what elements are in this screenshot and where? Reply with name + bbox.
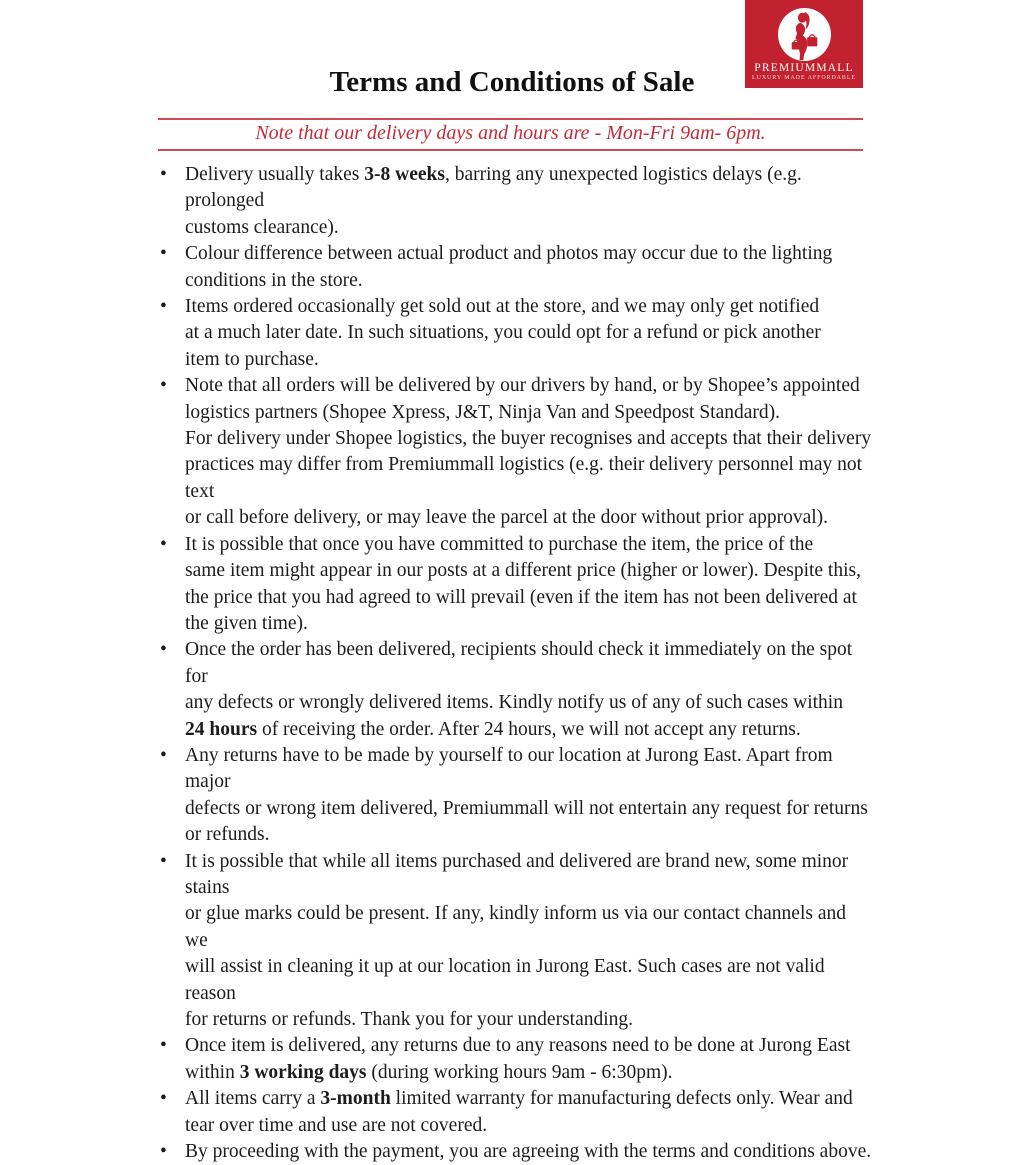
logo-tagline: LUXURY MADE AFFORDABLE	[752, 75, 856, 81]
term-item: • Any returns have to be made by yourself to our location at Jurong East. Apart from major defects or wrong item delivered, Premiummall will not entertain any request for returns or refunds.	[160, 744, 868, 846]
term-item: • Note that all orders will be delivered by our drivers by hand, or by Shopee’s appointed logistics partners (Shopee Xpress, J&T, Ninja Van and Speedpost Standard). For delivery under Shopee logistics, the buyer recognises and accepts that their delivery practices may differ from Premiummall logistics (e.g. their delivery personnel may not text or call before delivery, or may leave the parcel at the door without prior approval).	[160, 375, 872, 529]
term-item: • By proceeding with the payment, you are agreeing with the terms and conditions above.	[158, 1139, 873, 1165]
bullet-icon: •	[160, 1141, 167, 1163]
term-item: • Once the order has been delivered, recipients should check it immediately on the spot for any defects or wrongly delivered items. Kindly notify us of any of such cases within 24 hours of receiving the order. After 24 hours, we will not accept any returns.	[160, 639, 853, 740]
bullet-icon: •	[160, 296, 167, 318]
term-item: • Once item is delivered, any returns due to any reasons need to be done at Jurong East within 3 working days (during working hours 9am - 6:30pm).	[160, 1035, 851, 1083]
woman-with-shopping-bags-icon	[778, 8, 831, 61]
bullet-icon: •	[160, 1035, 167, 1057]
logo-emblem	[778, 8, 831, 61]
divider-top	[158, 118, 863, 120]
delivery-hours-note: Note that our delivery days and hours are - Mon-Fri 9am- 6pm.	[255, 122, 766, 144]
page-title: Terms and Conditions of Sale	[329, 66, 695, 98]
bullet-icon: •	[160, 744, 167, 766]
bullet-icon: •	[160, 164, 167, 185]
divider-bottom	[158, 149, 863, 151]
terms-list	[158, 162, 873, 1165]
bullet-icon: •	[160, 639, 167, 661]
bullet-icon: •	[160, 1088, 167, 1110]
bullet-icon: •	[160, 243, 167, 265]
term-item: • All items carry a 3-month limited warranty for manufacturing defects only. Wear and tear over time and use are not covered.	[160, 1088, 853, 1136]
term-item: • Colour difference between actual product and photos may occur due to the lighting conditions in the store.	[160, 243, 833, 291]
bullet-icon: •	[160, 375, 167, 397]
term-item: • Delivery usually takes 3-8 weeks, barring any unexpected logistics delays (e.g. prolonged customs clearance).	[160, 164, 802, 238]
logo-wordmark: PREMIUMMALL	[754, 62, 854, 74]
bullet-icon: •	[160, 850, 167, 872]
term-item: • It is possible that once you have committed to purchase the item, the price of the same item might appear in our posts at a different price (higher or lower). Despite this, the price that you had agreed to will prevail (even if the item has not been delivered at the given time).	[160, 533, 861, 634]
term-item: • Items ordered occasionally get sold out at the store, and we may only get notified at a much later date. In such situations, you could opt for a refund or pick another item to purchase.	[160, 296, 821, 370]
term-item: • It is possible that while all items purchased and delivered are brand new, some minor stains or glue marks could be present. If any, kindly inform us via our contact channels and we will assist in cleaning it up at our location in Jurong East. Such cases are not valid reason for returns or refunds. Thank you for your understanding.	[160, 850, 849, 1030]
bullet-icon: •	[160, 533, 167, 555]
